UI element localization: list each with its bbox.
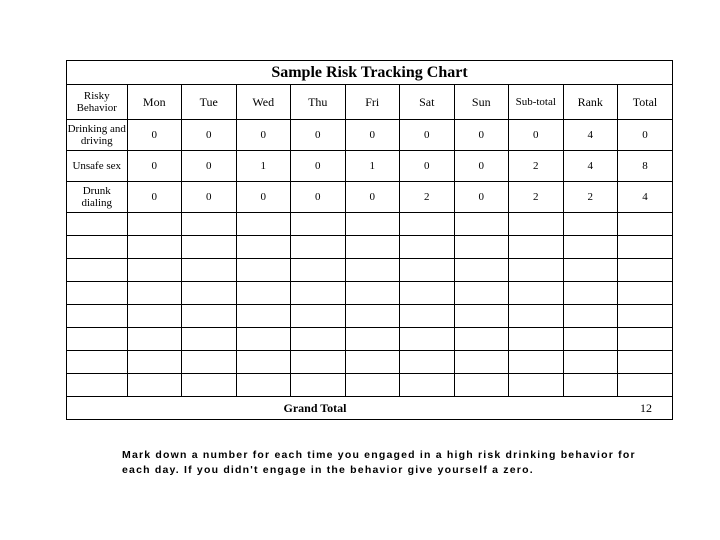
- empty-row: [67, 374, 672, 397]
- empty-cell[interactable]: [345, 259, 400, 282]
- value-cell[interactable]: 2: [400, 182, 455, 213]
- empty-cell[interactable]: [509, 236, 564, 259]
- empty-cell[interactable]: [345, 351, 400, 374]
- empty-cell[interactable]: [454, 282, 509, 305]
- empty-cell[interactable]: [618, 351, 673, 374]
- risk-tracking-chart: [66, 60, 673, 420]
- empty-cell[interactable]: [182, 305, 237, 328]
- empty-cell[interactable]: [291, 236, 346, 259]
- empty-row: [67, 328, 672, 351]
- table-row: [67, 182, 672, 213]
- empty-cell[interactable]: [618, 374, 673, 397]
- empty-cell[interactable]: [182, 259, 237, 282]
- value-cell[interactable]: 0: [236, 182, 291, 213]
- grand-total-label: Grand Total: [67, 397, 563, 420]
- total-cell: 0: [618, 120, 673, 151]
- empty-cell[interactable]: [618, 305, 673, 328]
- behavior-cell: Unsafe sex: [67, 151, 127, 182]
- value-cell[interactable]: 0: [127, 151, 182, 182]
- empty-cell[interactable]: [400, 213, 455, 236]
- empty-cell[interactable]: [509, 213, 564, 236]
- behavior-cell: Drinking and driving: [67, 120, 127, 151]
- value-cell[interactable]: 0: [291, 120, 346, 151]
- empty-cell[interactable]: [182, 328, 237, 351]
- behavior-cell: Drunk dialing: [67, 182, 127, 213]
- value-cell[interactable]: 0: [127, 120, 182, 151]
- instruction-note: Mark down a number for each time you engaged in a high risk drinking behavior for each day. If you didn't engage in the behavior give yourself a zero.: [122, 449, 636, 476]
- empty-cell[interactable]: [127, 259, 182, 282]
- subtotal-cell: 2: [509, 151, 564, 182]
- header-behavior: Risky Behavior: [67, 85, 127, 120]
- value-cell[interactable]: 0: [182, 182, 237, 213]
- header-mon: Mon: [127, 85, 182, 120]
- empty-cell[interactable]: [345, 236, 400, 259]
- value-cell[interactable]: 1: [345, 151, 400, 182]
- empty-cell[interactable]: [618, 213, 673, 236]
- empty-cell[interactable]: [291, 282, 346, 305]
- empty-cell[interactable]: [236, 213, 291, 236]
- empty-cell[interactable]: [127, 351, 182, 374]
- empty-cell[interactable]: [182, 351, 237, 374]
- value-cell[interactable]: 0: [291, 151, 346, 182]
- empty-cell[interactable]: [454, 305, 509, 328]
- empty-cell[interactable]: [291, 328, 346, 351]
- empty-cell[interactable]: [618, 259, 673, 282]
- value-cell[interactable]: 1: [236, 151, 291, 182]
- empty-cell[interactable]: [182, 213, 237, 236]
- empty-cell[interactable]: [67, 282, 127, 305]
- empty-cell[interactable]: [236, 259, 291, 282]
- empty-cell[interactable]: [127, 305, 182, 328]
- header-fri: Fri: [345, 85, 400, 120]
- empty-cell[interactable]: [509, 328, 564, 351]
- empty-cell[interactable]: [182, 374, 237, 397]
- empty-cell[interactable]: [563, 282, 618, 305]
- value-cell[interactable]: 0: [454, 120, 509, 151]
- empty-cell[interactable]: [618, 236, 673, 259]
- grand-total-value: 12: [563, 397, 672, 420]
- empty-cell[interactable]: [454, 259, 509, 282]
- empty-cell[interactable]: [67, 213, 127, 236]
- chart-title: Sample Risk Tracking Chart: [67, 61, 672, 85]
- empty-row: [67, 305, 672, 328]
- empty-cell[interactable]: [236, 305, 291, 328]
- value-cell[interactable]: 0: [127, 182, 182, 213]
- empty-cell[interactable]: [345, 305, 400, 328]
- empty-cell[interactable]: [236, 374, 291, 397]
- empty-cell[interactable]: [67, 328, 127, 351]
- subtotal-cell: 0: [509, 120, 564, 151]
- empty-cell[interactable]: [563, 213, 618, 236]
- empty-row: [67, 213, 672, 236]
- rank-cell[interactable]: 2: [563, 182, 618, 213]
- rank-cell[interactable]: 4: [563, 151, 618, 182]
- empty-cell[interactable]: [291, 305, 346, 328]
- table-row: [67, 120, 672, 151]
- empty-cell[interactable]: [400, 374, 455, 397]
- value-cell[interactable]: 0: [182, 151, 237, 182]
- empty-cell[interactable]: [127, 328, 182, 351]
- value-cell[interactable]: 0: [400, 120, 455, 151]
- empty-cell[interactable]: [400, 236, 455, 259]
- empty-cell[interactable]: [345, 213, 400, 236]
- header-subtotal: Sub-total: [509, 85, 564, 120]
- value-cell[interactable]: 0: [236, 120, 291, 151]
- empty-cell[interactable]: [67, 374, 127, 397]
- empty-cell[interactable]: [67, 305, 127, 328]
- empty-cell[interactable]: [182, 236, 237, 259]
- empty-cell[interactable]: [400, 328, 455, 351]
- empty-cell[interactable]: [563, 351, 618, 374]
- empty-cell[interactable]: [127, 282, 182, 305]
- value-cell[interactable]: 0: [182, 120, 237, 151]
- empty-cell[interactable]: [563, 374, 618, 397]
- empty-cell[interactable]: [291, 213, 346, 236]
- header-total: Total: [618, 85, 673, 120]
- empty-cell[interactable]: [345, 374, 400, 397]
- empty-cell[interactable]: [509, 305, 564, 328]
- empty-cell[interactable]: [182, 282, 237, 305]
- table-row: [67, 151, 672, 182]
- empty-cell[interactable]: [454, 213, 509, 236]
- value-cell[interactable]: 0: [345, 182, 400, 213]
- empty-cell[interactable]: [236, 328, 291, 351]
- header-tue: Tue: [182, 85, 237, 120]
- empty-cell[interactable]: [345, 282, 400, 305]
- total-cell: 4: [618, 182, 673, 213]
- empty-cell[interactable]: [400, 351, 455, 374]
- empty-cell[interactable]: [563, 259, 618, 282]
- rank-cell[interactable]: 4: [563, 120, 618, 151]
- header-wed: Wed: [236, 85, 291, 120]
- empty-cell[interactable]: [236, 236, 291, 259]
- empty-cell[interactable]: [67, 259, 127, 282]
- empty-row: [67, 351, 672, 374]
- empty-row: [67, 282, 672, 305]
- empty-cell[interactable]: [618, 328, 673, 351]
- header-row: [67, 85, 672, 120]
- value-cell[interactable]: 0: [345, 120, 400, 151]
- header-thu: Thu: [291, 85, 346, 120]
- empty-cell[interactable]: [563, 305, 618, 328]
- empty-cell[interactable]: [563, 236, 618, 259]
- empty-cell[interactable]: [454, 236, 509, 259]
- empty-cell[interactable]: [400, 259, 455, 282]
- empty-cell[interactable]: [127, 236, 182, 259]
- value-cell[interactable]: 0: [454, 151, 509, 182]
- total-cell: 8: [618, 151, 673, 182]
- header-sat: Sat: [400, 85, 455, 120]
- empty-cell[interactable]: [236, 351, 291, 374]
- empty-cell[interactable]: [454, 351, 509, 374]
- value-cell[interactable]: 0: [291, 182, 346, 213]
- empty-cell[interactable]: [127, 213, 182, 236]
- empty-cell[interactable]: [127, 374, 182, 397]
- header-sun: Sun: [454, 85, 509, 120]
- risk-table: [67, 85, 672, 419]
- empty-cell[interactable]: [563, 328, 618, 351]
- empty-cell[interactable]: [291, 351, 346, 374]
- empty-cell[interactable]: [509, 282, 564, 305]
- empty-cell[interactable]: [67, 351, 127, 374]
- empty-row: [67, 236, 672, 259]
- empty-cell[interactable]: [454, 328, 509, 351]
- empty-cell[interactable]: [400, 305, 455, 328]
- empty-cell[interactable]: [400, 282, 455, 305]
- empty-cell[interactable]: [67, 236, 127, 259]
- value-cell[interactable]: 0: [400, 151, 455, 182]
- empty-cell[interactable]: [236, 282, 291, 305]
- subtotal-cell: 2: [509, 182, 564, 213]
- empty-cell[interactable]: [618, 282, 673, 305]
- empty-cell[interactable]: [509, 351, 564, 374]
- header-rank: Rank: [563, 85, 618, 120]
- empty-cell[interactable]: [291, 259, 346, 282]
- empty-cell[interactable]: [291, 374, 346, 397]
- value-cell[interactable]: 0: [454, 182, 509, 213]
- empty-cell[interactable]: [509, 374, 564, 397]
- empty-cell[interactable]: [509, 259, 564, 282]
- grand-total-row: [67, 397, 672, 420]
- empty-row: [67, 259, 672, 282]
- empty-cell[interactable]: [345, 328, 400, 351]
- empty-cell[interactable]: [454, 374, 509, 397]
